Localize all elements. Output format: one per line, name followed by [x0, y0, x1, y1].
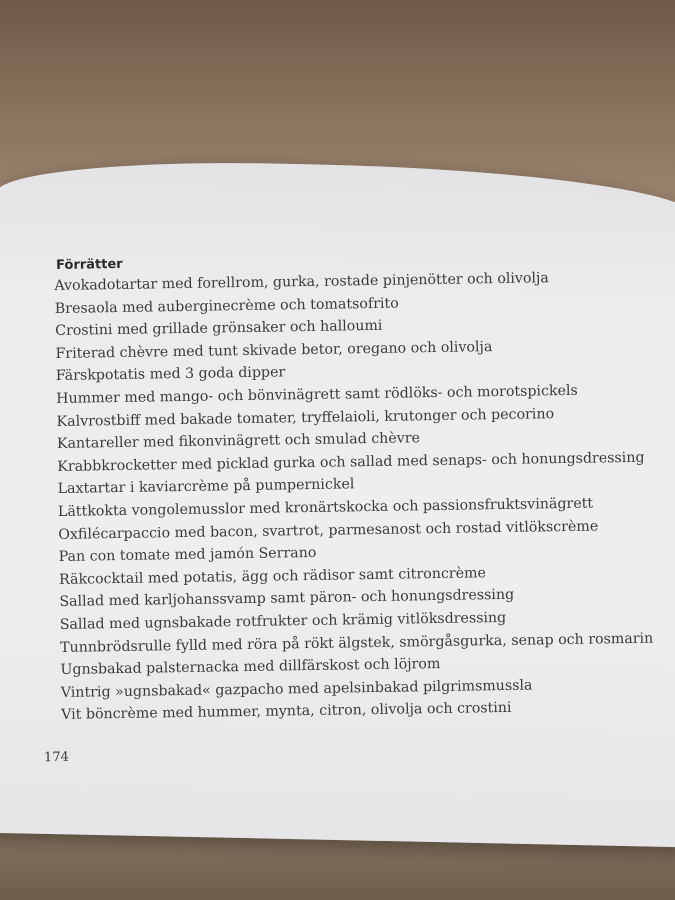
- recipe-item: Hummer med mango- och bönvinägrett samt rödlöks- och morotspickels: [56, 382, 578, 407]
- recipe-item: Crostini med grillade grönsaker och halloumi: [55, 318, 383, 340]
- recipe-item: Friterad chèvre med tunt skivade betor, oregano och olivolja: [55, 338, 493, 362]
- recipe-item: Avokadotartar med forellrom, gurka, rostade pinjenötter och olivolja: [54, 270, 549, 294]
- recipe-item: Sallad med karljohanssvamp samt päron- och honungsdressing: [59, 587, 515, 611]
- recipe-item: Laxtartar i kaviarcrème på pumpernickel: [57, 476, 355, 498]
- recipe-item: Vit böncrème med hummer, mynta, citron, olivolja och crostini: [61, 700, 512, 724]
- recipe-item: Bresaola med auberginecrème och tomatsofrito: [54, 295, 399, 317]
- recipe-item: Färskpotatis med 3 goda dipper: [55, 364, 286, 385]
- recipe-item: Tunnbrödsrulle fylld med röra på rökt älgstek, smörgåsgurka, senap och rosmarin: [59, 630, 654, 656]
- recipe-item: Sallad med ugnsbakade rotfrukter och krämig vitlöksdressing: [59, 609, 507, 633]
- section-title: Förrätter: [55, 256, 123, 273]
- recipe-item: Krabbkrocketter med picklad gurka och sallad med senaps- och honungsdressing: [57, 449, 645, 475]
- recipe-item: Pan con tomate med jamón Serrano: [58, 545, 317, 566]
- page-number: 174: [43, 749, 69, 766]
- recipe-item: Lättkokta vongolemusslor med kronärtskocka och passionsfruktsvinägrett: [57, 495, 594, 520]
- recipe-item: Räkcocktail med potatis, ägg och rädisor samt citroncrème: [58, 564, 487, 588]
- recipe-item: Ugnsbakad palsternacka med dillfärskost och löjrom: [60, 656, 441, 679]
- recipe-index: [54, 249, 661, 727]
- recipe-list: [54, 266, 661, 727]
- recipe-item: Kantareller med fikonvinägrett och smulad chèvre: [56, 430, 421, 453]
- recipe-item: Oxfilécarpaccio med bacon, svartrot, parmesanost och rostad vitlökscrème: [58, 518, 599, 543]
- recipe-item: Kalvrostbiff med bakade tomater, tryffelaioli, krutonger och pecorino: [56, 405, 555, 430]
- recipe-item: Vintrig »ugnsbakad« gazpacho med apelsinbakad pilgrimsmussla: [60, 677, 533, 701]
